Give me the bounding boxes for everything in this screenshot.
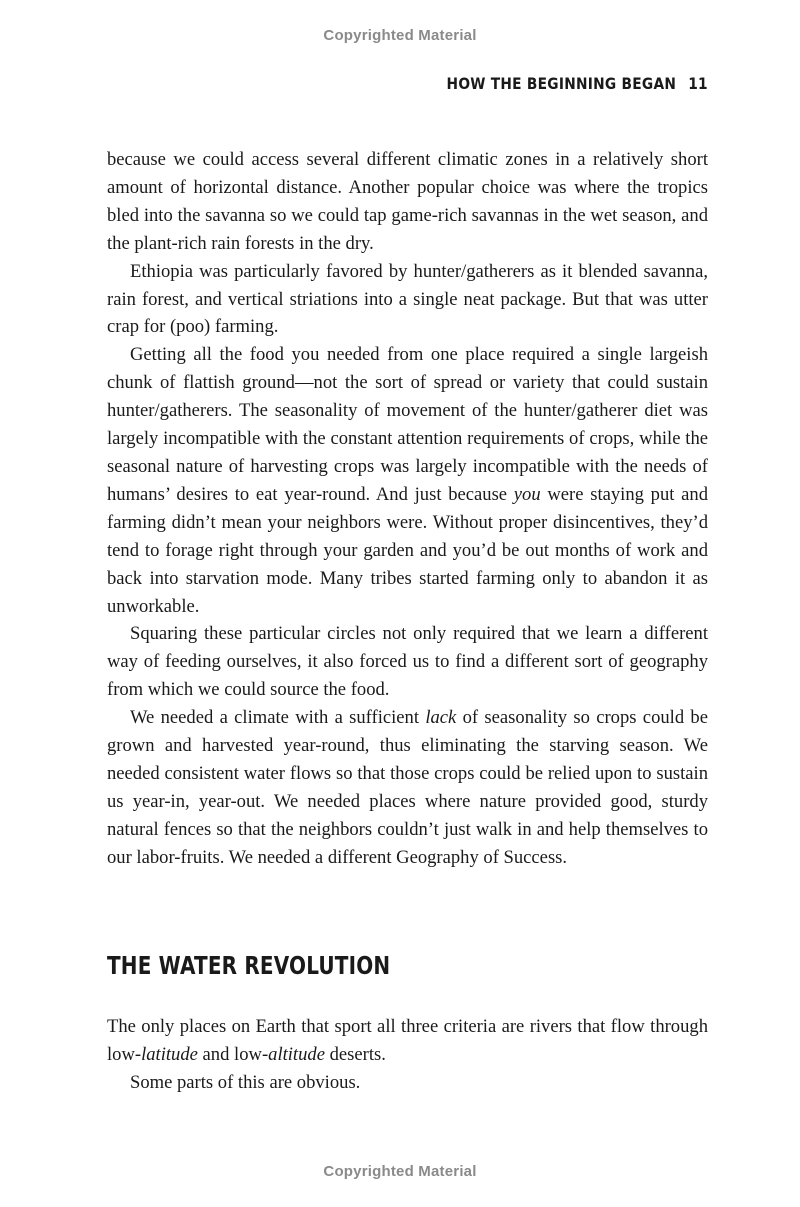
section-heading: THE WATER REVOLUTION (107, 951, 391, 980)
paragraph-food-place-rest: were staying put and farming didn’t mean your neighbors were. Without proper disincentives, they’d tend to forage right through your garden and you’d be out months of work and back into starvation mode. Many tribes started farming only to abandon it as unworkable. (107, 483, 708, 617)
criteria-text-1: The only places on Earth that sport all three criteria are rivers that flow through low- (107, 1016, 708, 1065)
running-header-title: HOW THE BEGINNING BEGAN (446, 74, 677, 93)
paragraph-food-place-text: Getting all the food you needed from one place required a single largeish chunk of flattish ground—not the sort of spread or variety that could sustain hunter/gatherers. The seasonality of movement of the hunter/gatherer diet was largely incompatible with the constant attention requirements of crops, while the seasonal nature of harvesting crops was largely incompatible with the needs of humans’ desires to eat year-round. And (107, 344, 708, 505)
paragraph-three-criteria (107, 1013, 708, 1069)
emphasis-you: you (513, 483, 541, 505)
emphasis-altitude: altitude (268, 1043, 325, 1065)
paragraph-ethiopia: Ethiopia was particularly favored by hunter/gatherers as it blended savanna, rain forest, and vertical striations into a single neat package. But that was utter crap for (poo) farming. (107, 260, 708, 338)
emphasis-lack: lack (425, 707, 457, 729)
paragraph-obvious: Some parts of this are obvious. (130, 1071, 361, 1093)
emphasis-latitude: latitude (141, 1043, 198, 1065)
criteria-text-2: and low- (197, 1043, 269, 1065)
criteria-text-3: deserts. (324, 1043, 386, 1065)
copyright-watermark-bottom: Copyrighted Material (323, 1163, 477, 1180)
paragraph-climate-needs (107, 704, 708, 871)
paragraph-food-place (107, 341, 708, 620)
paragraph-food-place-lead: just because (414, 483, 514, 505)
paragraph-climate-rest: of seasonality so crops could be grown and harvested year-round, thus eliminating the starving season. We needed consistent water flows so that those crops could be relied upon to sustain us year-in, year-out. We needed places where nature provided good, sturdy natural fences so that the neighbors couldn’t just walk in and help themselves to our labor-fruits. We needed a different Geography of Success. (107, 707, 708, 868)
body-text-block (107, 146, 708, 872)
paragraph-continuation: because we could access several different climatic zones in a relatively short amount of horizontal distance. Another popular choice was where the tropics bled into the savanna so we could tap game-rich savannas in the wet season, and the plant-rich rain forests in the dry. (107, 149, 708, 254)
section-body (107, 1013, 708, 1097)
paragraph-climate-lead: We needed a climate with a sufficient (130, 707, 426, 729)
paragraph-squaring-circles: Squaring these particular circles not only required that we learn a different way of feeding ourselves, it also forced us to find a different sort of geography from which we could source the food. (107, 623, 708, 701)
copyright-watermark-top: Copyrighted Material (323, 27, 477, 44)
running-header (447, 74, 708, 93)
page-number: 11 (688, 74, 708, 93)
